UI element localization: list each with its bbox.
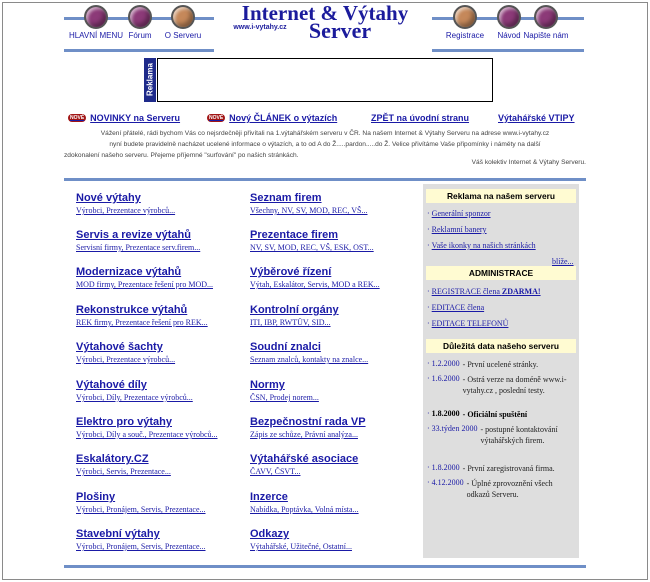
jokes-link[interactable] — [498, 113, 575, 123]
date-text: - Ostrá verze na doméně www.i-vytahy.cz , poslední testy. — [462, 375, 567, 395]
ball-icon — [84, 5, 108, 29]
category-classifieds[interactable] — [250, 491, 418, 514]
date-row — [427, 463, 577, 474]
category-sublinks[interactable]: Výrobci, Díly, Prezentace výrobců... — [76, 393, 193, 402]
bullet-icon: · — [427, 225, 430, 234]
section-divider — [64, 565, 586, 568]
date-row — [427, 478, 577, 500]
sidebar-item-banners[interactable] — [427, 225, 577, 234]
category-sublinks[interactable]: Výtahářské, Užitečné, Ostatní... — [250, 542, 352, 551]
category-title[interactable]: Výběrové řízení — [250, 266, 332, 278]
category-title[interactable]: Prezentace firem — [250, 229, 339, 241]
article-link[interactable] — [207, 113, 337, 123]
sidebar-item-label: Reklamní banery — [431, 225, 487, 234]
category-sublinks[interactable]: Výrobci, Pronájem, Servis, Prezentace... — [76, 542, 206, 551]
ad-label: Reklama — [144, 58, 156, 102]
sidebar-ads-heading: Reklama na našem serveru — [426, 189, 576, 203]
category-title[interactable]: Výtahové díly — [76, 379, 147, 391]
category-construction-lifts[interactable] — [76, 528, 248, 551]
date-row — [427, 374, 577, 396]
nav-label: Registrace — [445, 31, 485, 40]
bullet-icon: · — [427, 303, 430, 312]
category-safety-council[interactable] — [250, 416, 418, 439]
category-sublinks[interactable]: Výrobci, Díly a souč., Prezentace výrobců... — [76, 430, 218, 439]
nav-label: Návod — [497, 31, 521, 40]
category-modernization[interactable] — [76, 266, 248, 289]
category-title[interactable]: Normy — [250, 379, 285, 391]
category-title[interactable]: Modernizace výtahů — [76, 266, 182, 278]
bullet-icon: · — [427, 424, 430, 433]
category-parts[interactable] — [76, 379, 248, 402]
date-row — [427, 409, 577, 420]
sidebar-item-register[interactable] — [427, 287, 577, 296]
category-tenders[interactable] — [250, 266, 418, 289]
category-title[interactable]: Eskalátory.CZ — [76, 453, 149, 465]
category-title[interactable]: Stavební výtahy — [76, 528, 160, 540]
category-new-elevators[interactable] — [76, 192, 248, 215]
site-url: www.i-vytahy.cz — [233, 24, 287, 31]
category-sublinks[interactable]: Výrobci, Prezentace výrobců... — [76, 355, 176, 364]
sidebar-dates-heading: Důležitá data našeho serveru — [426, 339, 576, 353]
sidebar-item-edit-member[interactable] — [427, 303, 577, 312]
bullet-icon: · — [427, 409, 430, 418]
category-title[interactable]: Soudní znalci — [250, 341, 321, 353]
bullet-icon: · — [427, 287, 430, 296]
category-title[interactable]: Inzerce — [250, 491, 288, 503]
date-text: - První ucelené stránky. — [462, 360, 539, 369]
ad-banner[interactable] — [157, 58, 493, 102]
category-platforms[interactable] — [76, 491, 248, 514]
category-sublinks[interactable]: Servisní firmy, Prezentace serv.firem... — [76, 243, 201, 252]
category-sublinks[interactable]: Zápis ze schůze, Právní analýza... — [250, 430, 358, 439]
category-sublinks[interactable]: Seznam znalců, kontakty na znalce... — [250, 355, 369, 364]
ball-icon — [453, 5, 477, 29]
news-link[interactable] — [68, 113, 180, 123]
category-sublinks[interactable]: ČSN, Prodej norem... — [250, 393, 319, 402]
category-experts[interactable] — [250, 341, 418, 364]
sidebar-item-label: EDITACE TELEFONŮ — [431, 319, 509, 328]
back-link-label: ZPĚT na úvodní stranu — [371, 113, 470, 123]
category-escalators[interactable] — [76, 453, 248, 476]
category-sublinks[interactable]: NV, SV, MOD, REC, VŠ, ESK, OST... — [250, 243, 374, 252]
welcome-line: Vážení přátelé, rádi bychom Vás co nejsrdečněji přivítali na 1.výtahářském serveru v ČR. Na našem Internet & Výtahy Serveru na adrese www.i-vytahy.cz — [100, 130, 550, 137]
category-shafts[interactable] — [76, 341, 248, 364]
bullet-icon: · — [427, 359, 430, 368]
sidebar-item-icons[interactable] — [427, 241, 577, 250]
sidebar-item-general-sponsor[interactable] — [427, 209, 577, 218]
nav-label: HLAVNÍ MENU — [68, 31, 124, 40]
date-text: - Úplné zprovoznění všech odkazů Serveru. — [466, 479, 553, 499]
nav-contact[interactable] — [516, 5, 576, 40]
welcome-text — [64, 128, 586, 161]
bullet-icon: · — [427, 241, 430, 250]
sidebar-item-edit-phones[interactable] — [427, 319, 577, 328]
sidebar-item-label: Vaše ikonky na našich stránkách — [431, 241, 536, 250]
category-title[interactable]: Výtahové šachty — [76, 341, 163, 353]
welcome-line: nyní budete pravidelně nacházet ucelené informace o výtazích, a to od A do Ž.....pardon.....do Ž. Velice přivítáme Vaše připomínky i náměty na další — [109, 141, 541, 148]
category-sublinks[interactable]: Výrobci, Pronájem, Servis, Prezentace... — [76, 505, 206, 514]
category-title[interactable]: Nové výtahy — [76, 192, 141, 204]
category-sublinks[interactable]: Výrobci, Prezentace výrobců... — [76, 206, 176, 215]
sidebar-item-emphasis: ZDARMA! — [501, 287, 541, 296]
section-divider — [64, 178, 586, 181]
category-sublinks[interactable]: REK firmy, Prezentace řešení pro REK... — [76, 318, 208, 327]
category-electro[interactable] — [76, 416, 248, 439]
category-title[interactable]: Bezpečnostní rada VP — [250, 416, 366, 428]
bullet-icon: · — [427, 463, 430, 472]
sidebar-item-label: Generální sponzor — [431, 209, 491, 218]
category-sublinks[interactable]: Výrobci, Servis, Prezentace... — [76, 467, 171, 476]
category-service[interactable] — [76, 229, 248, 252]
nav-label: Fórum — [128, 31, 152, 40]
date-row — [427, 359, 577, 370]
bullet-icon: · — [427, 319, 430, 328]
category-title[interactable]: Seznam firem — [250, 192, 322, 204]
category-associations[interactable] — [250, 453, 418, 476]
category-title[interactable]: Rekonstrukce výtahů — [76, 304, 188, 316]
nav-label: O Serveru — [164, 31, 202, 40]
category-links[interactable] — [250, 528, 418, 551]
category-title[interactable]: Odkazy — [250, 528, 290, 540]
jokes-link-label: Výtahářské VTIPY — [498, 113, 575, 123]
category-sublinks[interactable]: ITI, IBP, RWTÜV, SID... — [250, 318, 331, 327]
ball-icon — [534, 5, 558, 29]
sidebar-item-label: EDITACE člena — [431, 303, 485, 312]
date-text: - První zaregistrovaná firma. — [462, 464, 555, 473]
category-sublinks[interactable]: Výtah, Eskalátor, Servis, MOD a REK... — [250, 280, 380, 289]
article-link-label: Nový ČLÁNEK o výtazích — [229, 113, 338, 123]
sidebar-admin-heading: ADMINISTRACE — [426, 266, 576, 280]
back-link[interactable] — [371, 113, 469, 123]
new-badge-icon: NOVÉ — [209, 115, 224, 121]
date-value: 1.8.2000 — [431, 409, 460, 418]
category-title[interactable]: Elektro pro výtahy — [76, 416, 172, 428]
news-link-label: NOVINKY na Serveru — [90, 113, 181, 123]
ball-icon — [171, 5, 195, 29]
header-rule — [64, 49, 214, 52]
category-sublinks[interactable]: Všechny, NV, SV, MOD, REC, VŠ... — [250, 206, 368, 215]
bullet-icon: · — [427, 374, 430, 383]
date-text: - Oficiální spuštění — [462, 410, 528, 419]
bullet-icon: · — [427, 209, 430, 218]
new-badge-icon: NOVÉ — [70, 115, 85, 121]
category-sublinks[interactable]: Nabídka, Poptávka, Volná místa... — [250, 505, 359, 514]
date-value: 1.8.2000 — [431, 463, 460, 472]
date-value: 4.12.2000 — [431, 478, 464, 487]
more-link[interactable]: blíže... — [552, 257, 574, 266]
nav-about[interactable] — [153, 5, 213, 40]
category-title[interactable]: Servis a revize výtahů — [76, 229, 191, 241]
date-row — [427, 424, 577, 446]
site-title: Internet & Výtahy — [241, 1, 409, 25]
category-reconstruction[interactable] — [76, 304, 248, 327]
category-company-list[interactable] — [250, 192, 418, 215]
welcome-line: zdokonalení našeho serveru. Přejeme příjemné "surfování" po našich stránkách. — [64, 152, 299, 159]
date-text: - postupné kontaktování výtahářských firem. — [480, 425, 558, 445]
nav-label: Napište nám — [523, 31, 569, 40]
category-standards[interactable] — [250, 379, 418, 402]
category-company-presentations[interactable] — [250, 229, 418, 252]
date-value: 1.2.2000 — [431, 359, 460, 368]
category-title[interactable]: Výtahářské asociace — [250, 453, 359, 465]
category-inspection-bodies[interactable] — [250, 304, 418, 327]
welcome-signature: Váš kolektiv Internet & Výtahy Serveru. — [471, 159, 586, 166]
category-title[interactable]: Kontrolní orgány — [250, 304, 339, 316]
sidebar-item-label: REGISTRACE člena — [431, 287, 502, 296]
category-sublinks[interactable]: ČAVV, ČSVT... — [250, 467, 301, 476]
category-sublinks[interactable]: MOD firmy, Prezentace řešení pro MOD... — [76, 280, 213, 289]
category-title[interactable]: Plošiny — [76, 491, 116, 503]
date-value: 1.6.2000 — [431, 374, 460, 383]
date-value: 33.týden 2000 — [431, 424, 478, 433]
ball-icon — [128, 5, 152, 29]
site-subtitle: Server — [308, 18, 372, 43]
bullet-icon: · — [427, 478, 430, 487]
header-rule — [432, 49, 584, 52]
